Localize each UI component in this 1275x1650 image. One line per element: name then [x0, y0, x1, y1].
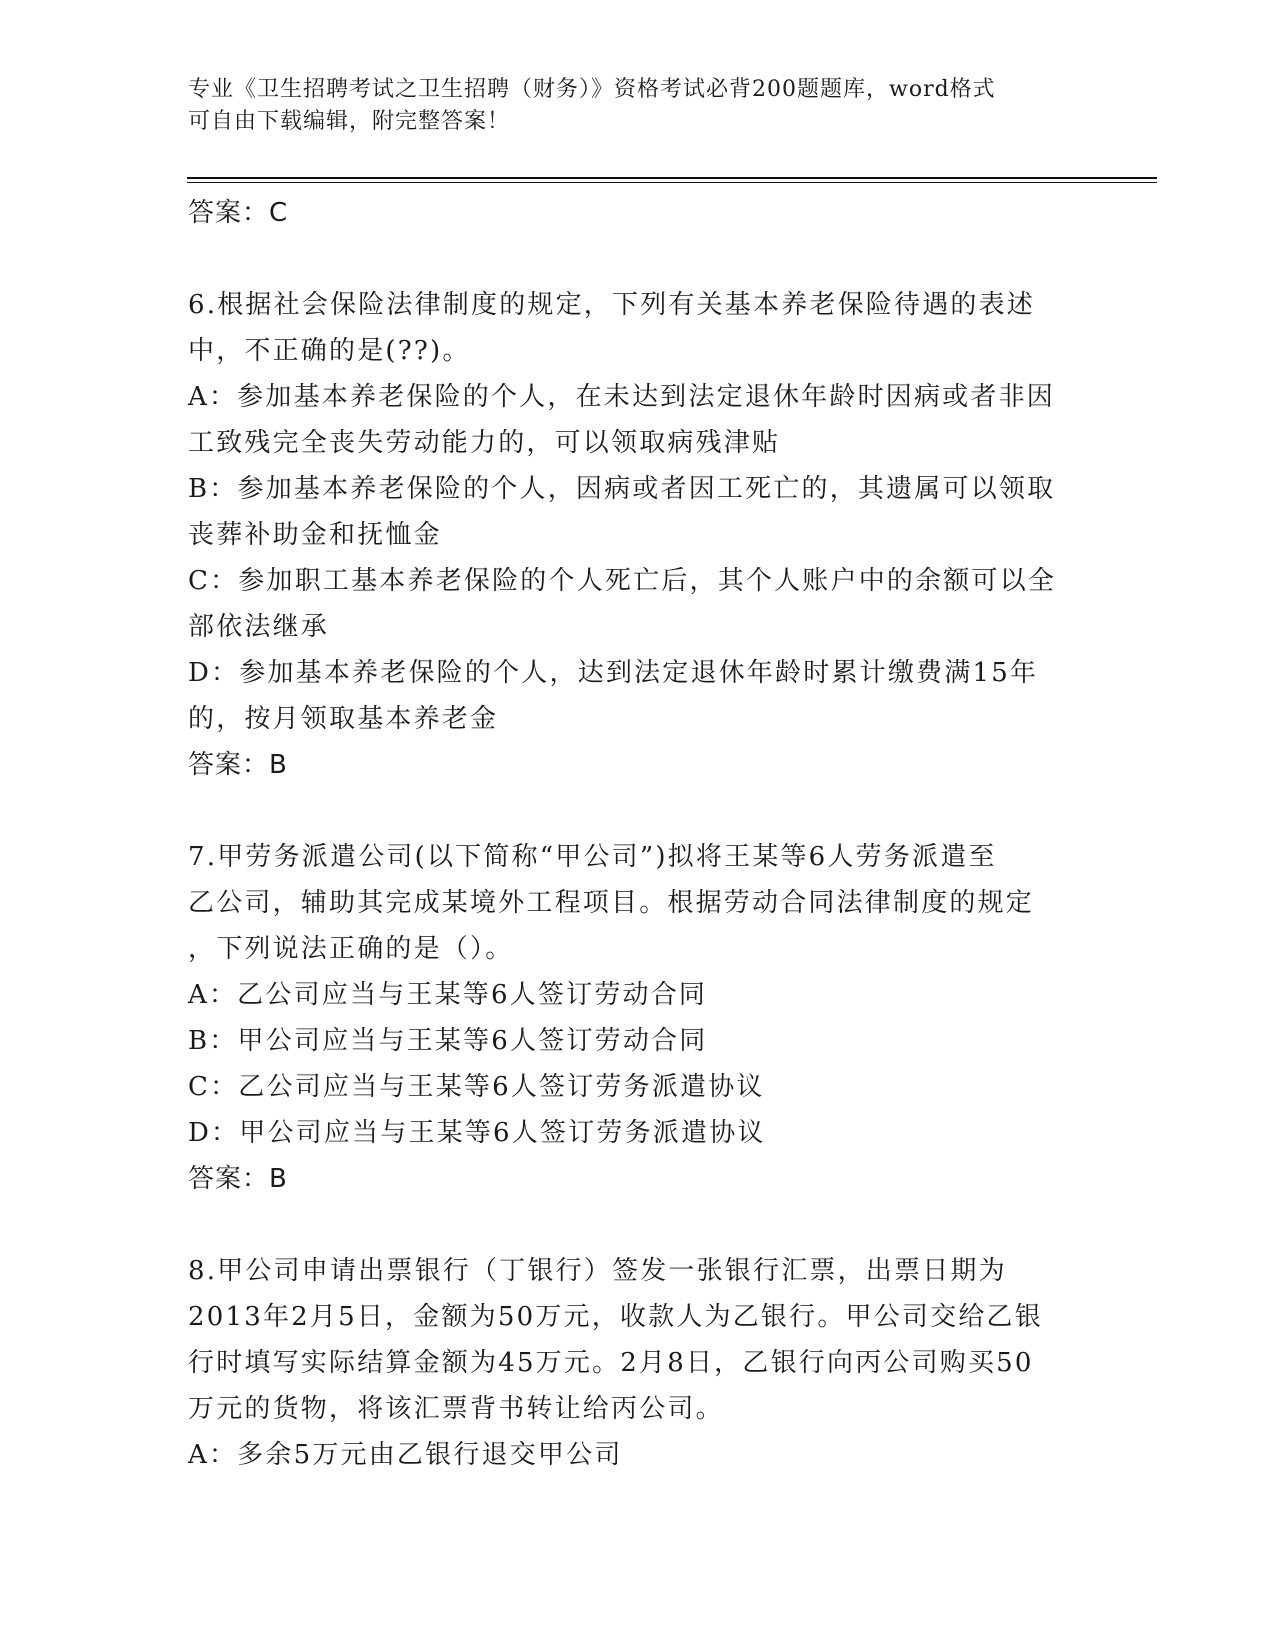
text-line: 工致残完全丧失劳动能力的，可以领取病残津贴 [188, 428, 781, 458]
text-line: ，下列说法正确的是（）。 [188, 934, 514, 964]
answer-line: 答案：B [188, 1164, 288, 1194]
text-line: 丧葬补助金和抚恤金 [188, 520, 442, 550]
text-line: 中，不正确的是(??)。 [188, 336, 471, 366]
paragraph-gap [188, 788, 1088, 834]
text-line: 2013年2月5日，金额为50万元，收款人为乙银行。甲公司交给乙银 [188, 1302, 1043, 1332]
paragraph-gap [188, 1202, 1088, 1248]
text-line: 乙公司，辅助其完成某境外工程项目。根据劳动合同法律制度的规定 [188, 888, 1035, 918]
text-line: 的，按月领取基本养老金 [188, 704, 499, 734]
text-line: C：乙公司应当与王某等6人签订劳务派遣协议 [188, 1072, 765, 1102]
text-line: 8.甲公司申请出票银行（丁银行）签发一张银行汇票，出票日期为 [188, 1256, 1007, 1286]
answer-line: 答案：C [188, 198, 289, 228]
text-line: D：参加基本养老保险的个人，达到法定退休年龄时累计缴费满15年 [188, 658, 1039, 688]
text-line: 万元的货物，将该汇票背书转让给丙公司。 [188, 1394, 724, 1424]
document-body [188, 190, 1088, 1478]
document-header [188, 74, 1068, 138]
text-line: 6.根据社会保险法律制度的规定，下列有关基本养老保险待遇的表述 [188, 290, 1036, 320]
text-line: D：甲公司应当与王某等6人签订劳务派遣协议 [188, 1118, 766, 1148]
text-line: C：参加职工基本养老保险的个人死亡后，其个人账户中的余额可以全 [188, 566, 1057, 596]
text-line: A：参加基本养老保险的个人，在未达到法定退休年龄时因病或者非因 [188, 382, 1055, 412]
paragraph-gap [188, 236, 1088, 282]
text-line: 部依法继承 [188, 612, 330, 642]
text-line: B：甲公司应当与王某等6人签订劳动合同 [188, 1026, 708, 1056]
text-line: B：参加基本养老保险的个人，因病或者因工死亡的，其遗属可以领取 [188, 474, 1056, 504]
header-line-2: 可自由下载编辑，附完整答案！ [188, 109, 511, 134]
text-line: A：多余5万元由乙银行退交甲公司 [188, 1440, 623, 1470]
text-line: A：乙公司应当与王某等6人签订劳动合同 [188, 980, 708, 1010]
text-line: 行时填写实际结算金额为45万元。2月8日，乙银行向丙公司购买50 [188, 1348, 1034, 1378]
text-line: 7.甲劳务派遣公司(以下简称“甲公司”)拟将王某等6人劳务派遣至 [188, 842, 997, 872]
answer-line: 答案：B [188, 750, 288, 780]
header-rule-thin [187, 182, 1157, 183]
header-line-1: 专业《卫生招聘考试之卫生招聘（财务）》资格考试必背200题题库，word格式 [188, 77, 996, 102]
header-rule-thick [187, 177, 1157, 179]
